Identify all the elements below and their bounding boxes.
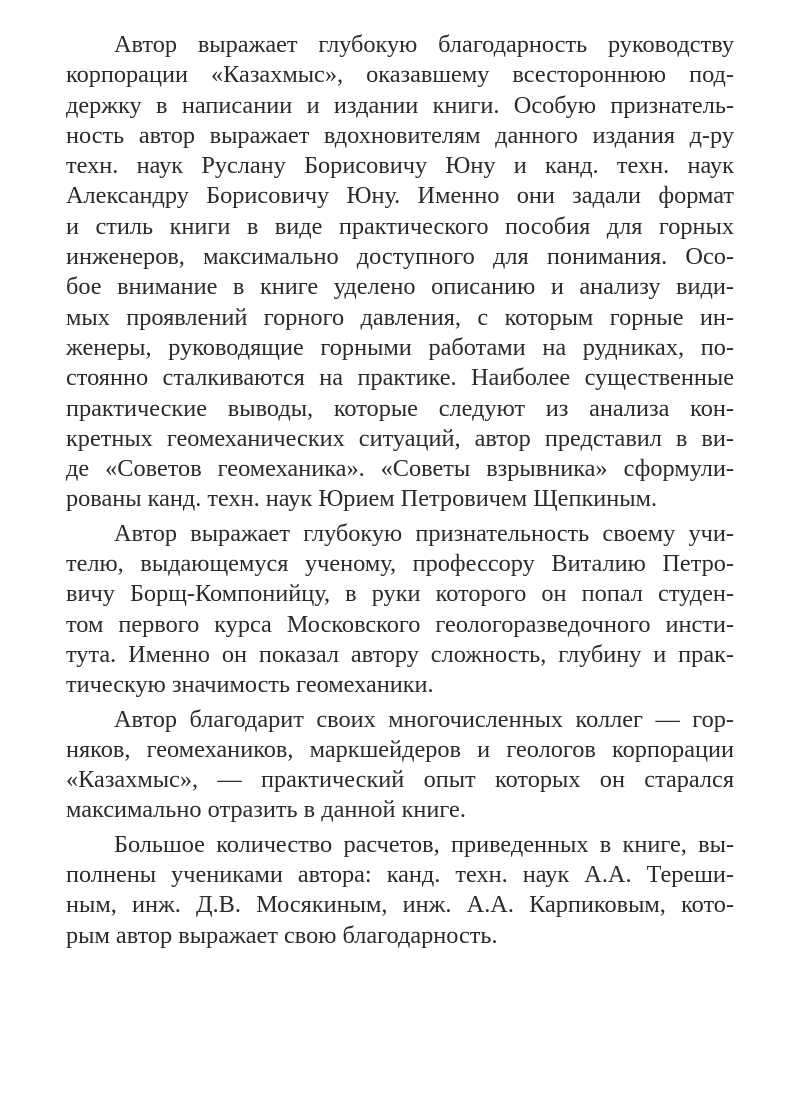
- text-line: стоянно сталкиваются на практике. Наиболее существенные: [66, 364, 734, 392]
- paragraph-students-thanks: [66, 830, 734, 951]
- text-line: де «Советов геомеханика». «Советы взрывника» сформули-: [66, 455, 734, 483]
- text-line: том первого курса Московского геологоразведочного инсти-: [66, 610, 734, 638]
- text-line: корпорации «Казахмыс», оказавшему всестороннюю под-: [66, 61, 734, 89]
- document-page: [66, 30, 734, 955]
- paragraph-corporation-thanks: [66, 30, 734, 515]
- text-line: ность автор выражает вдохновителям данного издания д-ру: [66, 121, 734, 149]
- text-line: Большое количество расчетов, приведенных в книге, вы-: [114, 830, 734, 858]
- text-line: ным, инж. Д.В. Мосякиным, инж. А.А. Карпиковым, кото-: [66, 891, 734, 919]
- text-line: Автор выражает глубокую благодарность руководству: [114, 31, 734, 58]
- text-line: Автор благодарит своих многочисленных коллег — гор-: [114, 705, 734, 733]
- text-line: рым автор выражает свою благодарность.: [66, 921, 498, 949]
- text-line: телю, выдающемуся ученому, профессору Виталию Петро-: [66, 550, 734, 578]
- text-line: техн. наук Руслану Борисовичу Юну и канд. техн. наук: [66, 152, 734, 180]
- text-line: мых проявлений горного давления, с которым горные ин-: [66, 303, 734, 331]
- text-line: кретных геомеханических ситуаций, автор представил в ви-: [66, 424, 734, 452]
- text-line: женеры, руководящие горными работами на рудниках, по-: [66, 333, 734, 361]
- paragraph-teacher-thanks: [66, 519, 734, 701]
- text-line: рованы канд. техн. наук Юрием Петровичем Щепкиным.: [66, 485, 658, 513]
- text-line: бое внимание в книге уделено описанию и анализу види-: [66, 273, 734, 301]
- text-line: няков, геомехаников, маркшейдеров и геологов корпорации: [66, 735, 734, 763]
- text-line: вичу Борщ-Компонийцу, в руки которого он попал студен-: [66, 580, 734, 608]
- text-line: тическую значимость геомеханики.: [66, 671, 434, 699]
- text-line: тута. Именно он показал автору сложность, глубину и прак-: [66, 640, 734, 668]
- text-line: полнены учениками автора: канд. техн. наук А.А. Тереши-: [66, 861, 734, 889]
- text-line: Автор выражает глубокую признательность своему учи-: [114, 519, 734, 547]
- text-line: инженеров, максимально доступного для понимания. Осо-: [66, 243, 734, 271]
- text-line: держку в написании и издании книги. Особую признатель-: [66, 91, 734, 119]
- text-line: практические выводы, которые следуют из анализа кон-: [66, 394, 734, 422]
- paragraph-colleagues-thanks: [66, 705, 734, 826]
- text-line: Александру Борисовичу Юну. Именно они задали формат: [66, 182, 734, 210]
- text-line: и стиль книги в виде практического пособия для горных: [66, 212, 734, 240]
- text-line: «Казахмыс», — практический опыт которых он старался: [66, 766, 734, 794]
- text-line: максимально отразить в данной книге.: [66, 796, 466, 824]
